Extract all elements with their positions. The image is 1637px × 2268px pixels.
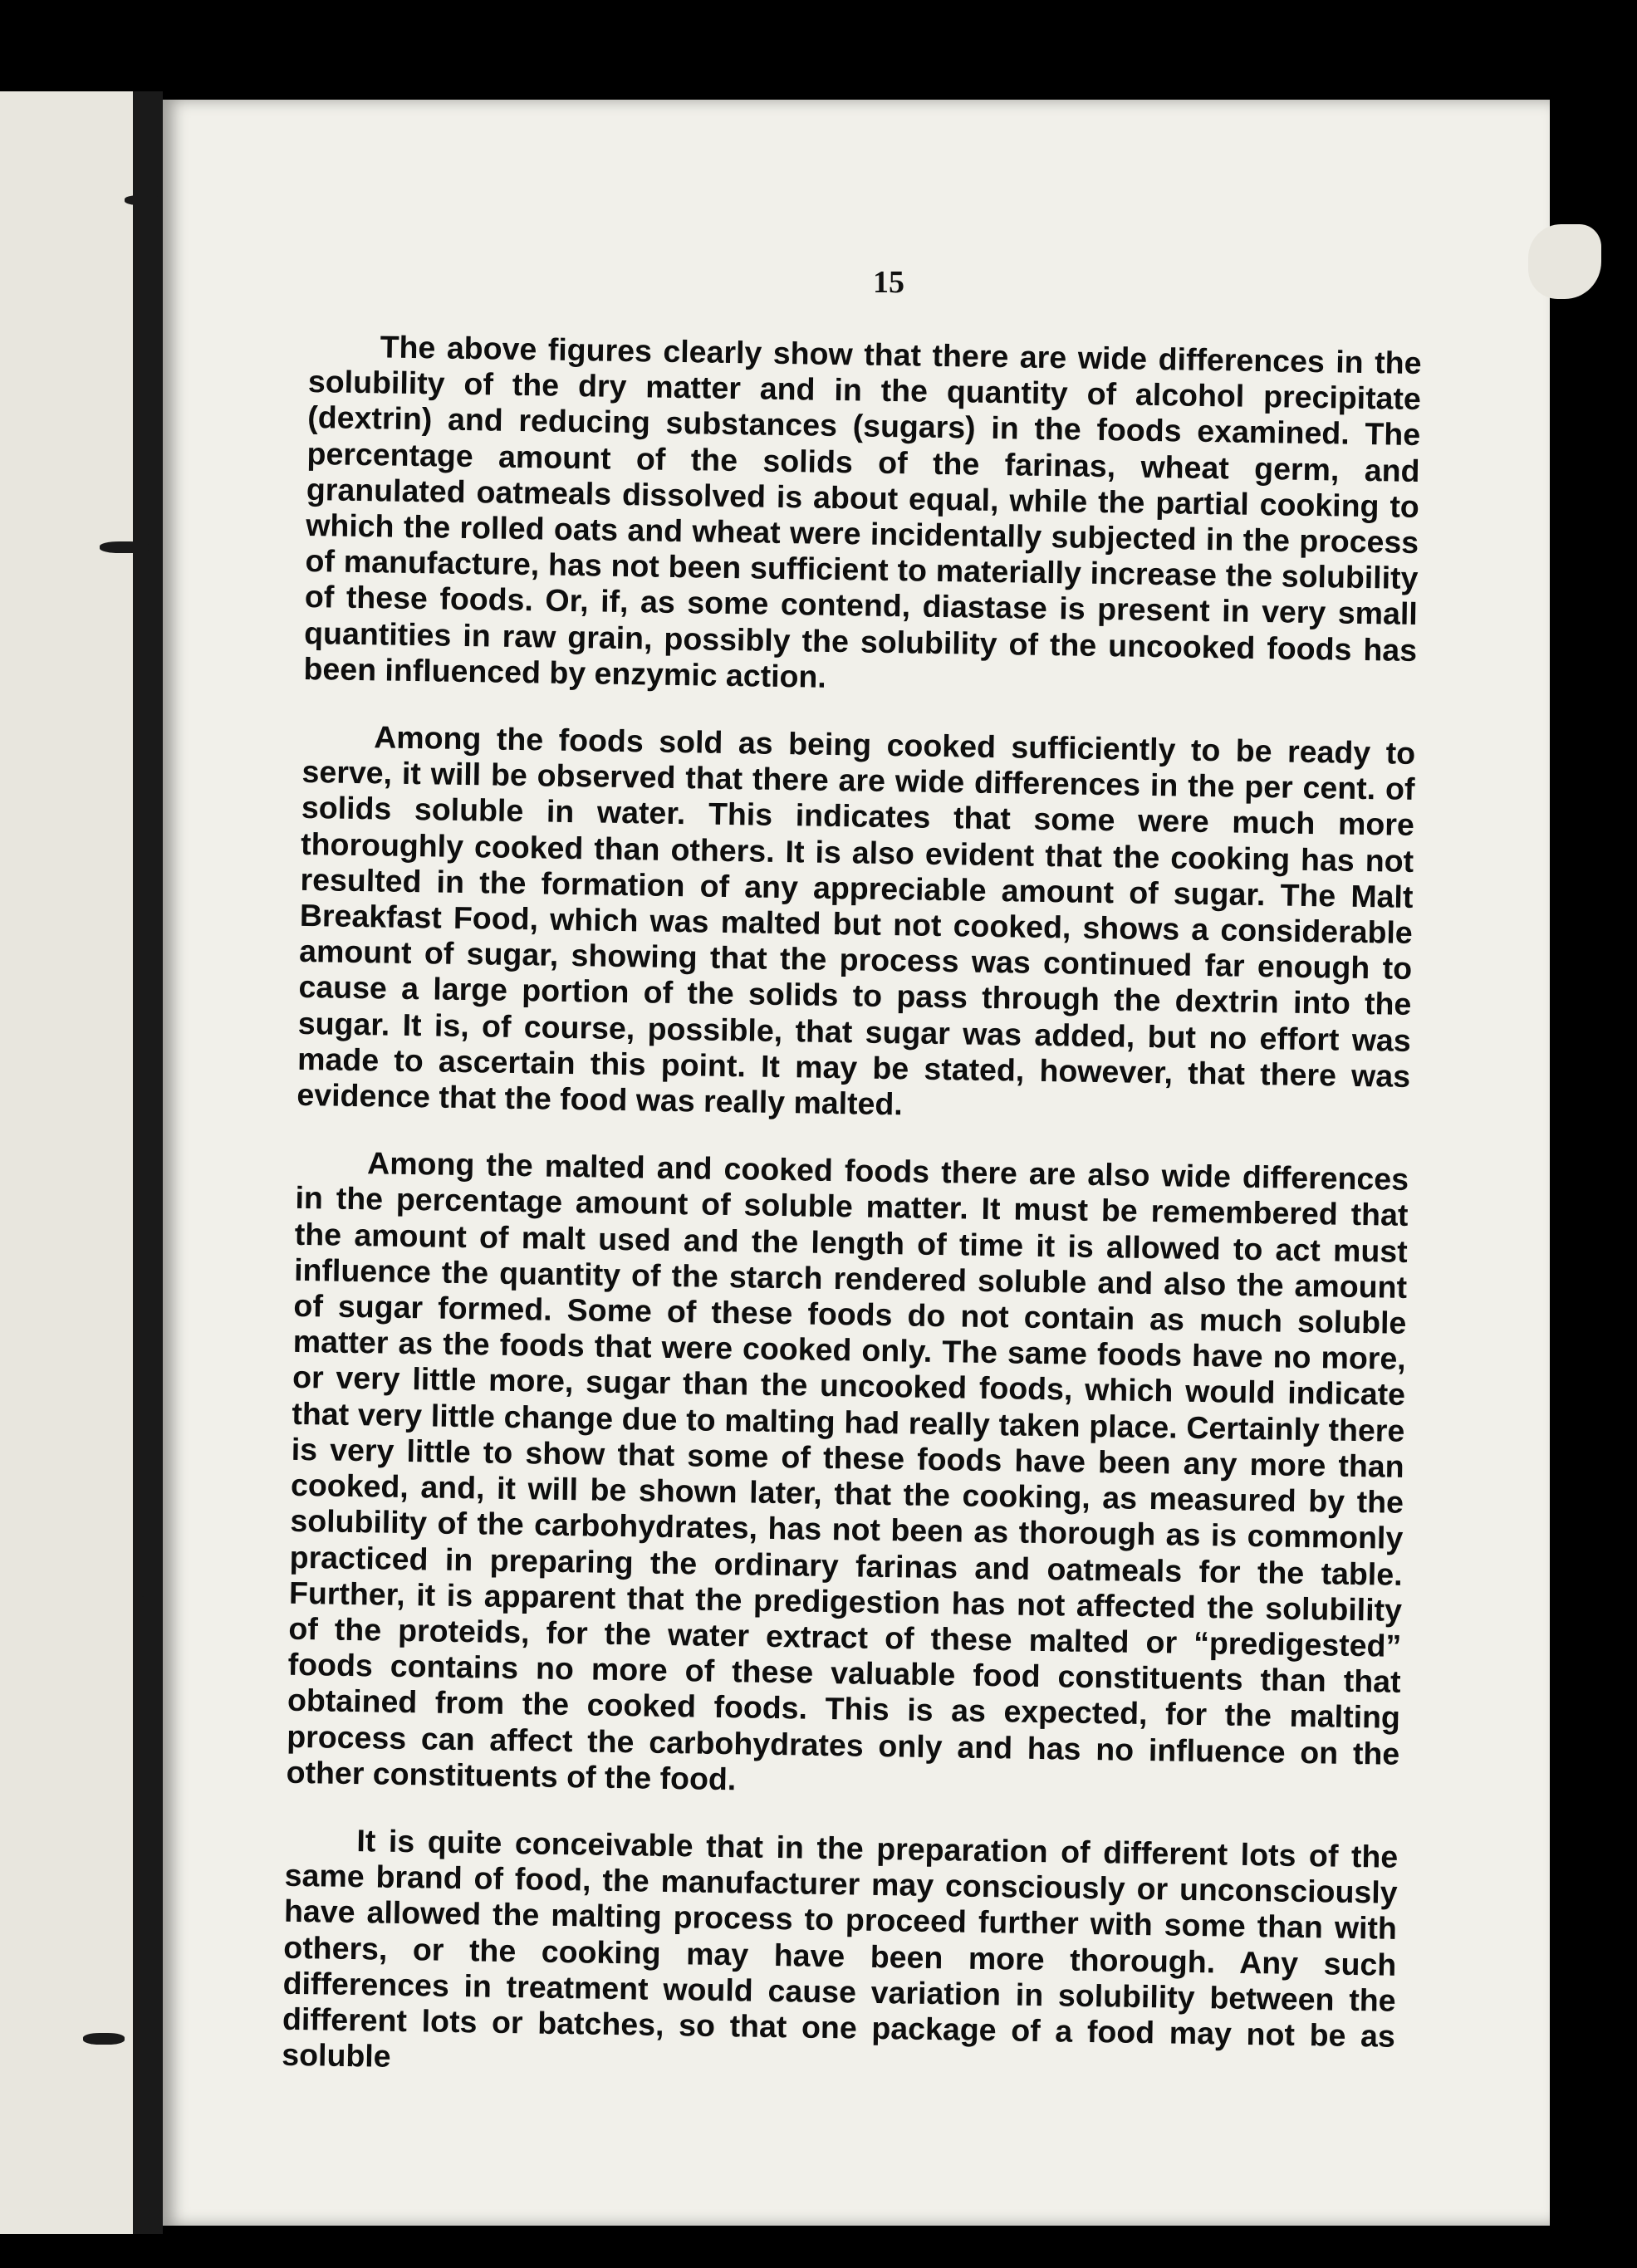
paragraph: It is quite conceivable that in the preparation of different lots of the same brand of food, the manufacturer may consciously or unconsciously have allowed the malting process to proceed further with some than with others, or the cooking may have been more thorough. Any such differences in treatment would cause variation in solubility between the different lots or batches, so that one package of a food may not be as soluble (282, 1823, 1399, 2074)
page-corner-damage (1528, 224, 1601, 299)
binding-edge (133, 91, 163, 2234)
margin-mark (100, 541, 149, 553)
margin-mark (125, 195, 161, 205)
page-number: 15 (873, 265, 904, 300)
body-text (281, 328, 1421, 2122)
paragraph: Among the foods sold as being cooked sufficiently to be ready to serve, it will be observed that there are wide differences in the per cent. of solids soluble in water. This indicates that some were much more thoroughly cooked than others. It is also evident that the cooking has not resulted in the formation of any appreciable amount of sugar. The Malt Breakfast Food, which was malted but not cooked, shows a considerable amount of sugar, showing that the process was continued far enough to cause a large portion of the solids to pass through the dextrin into the sugar. It is, of course, possible, that sugar was added, but no effort was made to ascertain this point. It may be stated, however, that there was evidence that the food was really malted. (297, 719, 1416, 1122)
paragraph: Among the malted and cooked foods there are also wide differences in the percentage amount of soluble matter. It must be remembered that the amount of malt used and the length of time it is allowed to act must influence the quantity of the starch rendered soluble and also the amount of sugar formed. Some of these foods do not contain as much soluble matter as the foods that were cooked only. The same foods have no more, or very little more, sugar than the uncooked foods, which would indicate that very little change due to malting had really taken place. Certainly there is very little to show that some of these foods have been any more than cooked, and, it will be shown later, that the cooking, as measured by the solubility of the carbohydrates, has not been as thorough as is commonly practiced in preparing the ordinary farinas and oatmeals for the table. Further, it is apparent that the predigestion has not affected the solubility of the proteids, for the water extract of these malted or “predigested” foods contains no more of these valuable food constituents than that obtained from the cooked foods. This is as expected, for the malting process can affect the carbohydrates only and has no influence on the other constituents of the food. (286, 1145, 1409, 1797)
margin-mark (83, 2033, 125, 2045)
paragraph: The above figures clearly show that there are wide differences in the solubility of the dry matter and in the quantity of alcohol precipitate (dextrin) and reducing substances (sugars) in the foods examined. The percentage amount of the solids of the farinas, wheat germ, and granulated oatmeals dissolved is about equal, while the partial cooking to which the rolled oats and wheat were incidentally subjected in the process of manufacture, has not been sufficient to materially increase the solubility of these foods. Or, if, as some contend, diastase is present in very small quantities in raw grain, possibly the solubility of the uncooked foods has been influenced by enzymic action. (303, 329, 1422, 694)
facing-page-sliver (0, 91, 149, 2234)
